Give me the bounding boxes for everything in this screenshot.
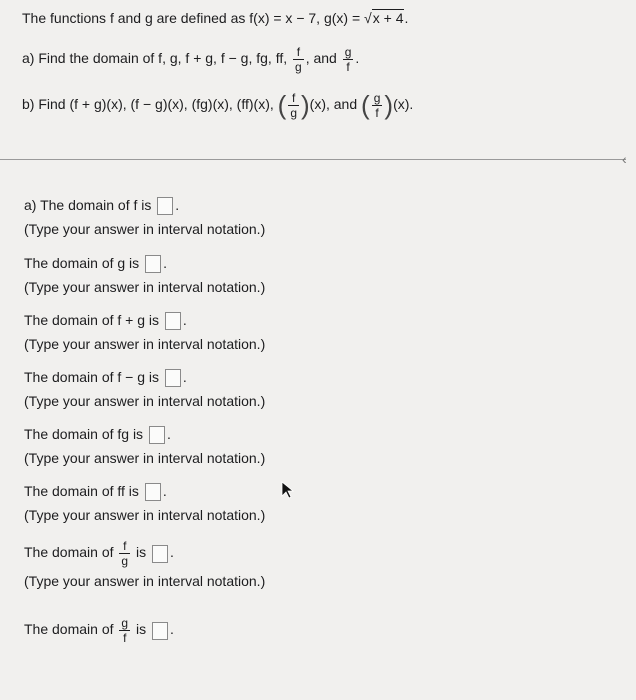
fraction-f-over-g bbox=[119, 540, 130, 567]
fraction-numerator: g bbox=[121, 616, 129, 630]
fraction-denominator: g bbox=[290, 106, 297, 120]
right-paren: ) bbox=[384, 90, 394, 120]
sqrt-expression: √x + 4 bbox=[364, 10, 404, 26]
answer-input-ff[interactable] bbox=[145, 483, 161, 501]
fraction-denominator: f bbox=[123, 631, 127, 645]
answer-input-f-minus-g[interactable] bbox=[165, 369, 181, 387]
answer-domain-f bbox=[24, 197, 265, 237]
fraction-numerator: g bbox=[373, 91, 381, 105]
part-b-text: b) Find (f + g)(x), (f − g)(x), (fg)(x), (ff)(x), bbox=[22, 96, 278, 113]
answer-domain-f-plus-g bbox=[24, 312, 265, 352]
answer-domain-f-minus-g bbox=[24, 369, 265, 409]
period: . bbox=[182, 312, 187, 328]
fraction-g-over-f bbox=[119, 617, 130, 644]
fraction-g-over-f bbox=[343, 46, 354, 73]
hint-text: (Type your answer in interval notation.) bbox=[24, 573, 266, 589]
answer-label-suffix: is bbox=[135, 544, 147, 561]
period: . bbox=[162, 483, 167, 499]
part-b-mid: (x), and bbox=[309, 96, 362, 113]
answer-domain-fg bbox=[24, 426, 265, 466]
fraction-f-over-g bbox=[293, 46, 304, 73]
answer-domain-ff bbox=[24, 483, 265, 523]
answer-input-f-over-g[interactable] bbox=[152, 545, 168, 563]
part-a-mid: , and bbox=[305, 50, 341, 67]
answer-label: a) The domain of f is bbox=[24, 197, 152, 213]
answer-label: The domain of fg is bbox=[24, 426, 144, 442]
collapse-chevron-icon[interactable]: ‹ bbox=[622, 151, 627, 167]
answer-domain-g-over-f bbox=[24, 617, 174, 644]
g-definition-prefix: g(x) = bbox=[323, 10, 365, 26]
section-divider bbox=[0, 159, 626, 160]
part-b-question bbox=[22, 90, 413, 121]
answer-label: The domain of ff is bbox=[24, 483, 139, 499]
sqrt-radicand: x + 4 bbox=[372, 10, 404, 26]
mouse-pointer-icon bbox=[280, 481, 294, 499]
answer-label: The domain of bbox=[24, 621, 114, 638]
hint-text: (Type your answer in interval notation.) bbox=[24, 507, 266, 524]
hint-text: (Type your answer in interval notation.) bbox=[24, 450, 266, 467]
part-a-suffix: . bbox=[355, 50, 360, 67]
answer-label: The domain of f + g is bbox=[24, 312, 160, 328]
answer-input-fg[interactable] bbox=[149, 426, 165, 444]
answer-input-f-plus-g[interactable] bbox=[165, 312, 181, 330]
part-b-suffix: (x). bbox=[393, 96, 414, 113]
period: . bbox=[163, 255, 167, 271]
period: . bbox=[175, 197, 180, 213]
answer-label: The domain of g is bbox=[24, 255, 140, 271]
period: . bbox=[169, 544, 174, 561]
part-a-question bbox=[22, 46, 359, 73]
answer-input-f[interactable] bbox=[157, 197, 173, 215]
part-a-text: a) Find the domain of f, g, f + g, f − g, fg, ff, bbox=[22, 50, 292, 67]
g-definition-suffix: . bbox=[404, 10, 409, 26]
fraction-numerator: g bbox=[344, 45, 352, 59]
right-paren: ) bbox=[301, 90, 310, 120]
answer-domain-f-over-g bbox=[24, 540, 265, 589]
period: . bbox=[182, 369, 187, 385]
fraction-denominator: f bbox=[346, 60, 350, 74]
hint-text: (Type your answer in interval notation.) bbox=[24, 393, 266, 410]
period: . bbox=[166, 426, 171, 442]
hint-text: (Type your answer in interval notation.) bbox=[24, 279, 266, 296]
fraction-denominator: g bbox=[121, 554, 129, 568]
fraction-denominator: f bbox=[375, 106, 379, 120]
answer-input-g-over-f[interactable] bbox=[152, 622, 168, 640]
period: . bbox=[169, 621, 174, 638]
left-paren: ( bbox=[361, 90, 370, 120]
fraction-f-over-g bbox=[288, 92, 299, 119]
fraction-numerator: f bbox=[123, 539, 127, 553]
hint-text: (Type your answer in interval notation.) bbox=[24, 221, 266, 238]
answer-label-suffix: is bbox=[135, 621, 147, 638]
f-definition: f(x) = x − 7, bbox=[249, 10, 324, 26]
fraction-numerator: f bbox=[296, 45, 301, 59]
problem-statement bbox=[22, 10, 408, 26]
fraction-g-over-f bbox=[372, 92, 383, 119]
intro-text: The functions f and g are defined as bbox=[22, 10, 250, 26]
left-paren: ( bbox=[277, 90, 287, 120]
answer-domain-g bbox=[24, 255, 265, 295]
hint-text: (Type your answer in interval notation.) bbox=[24, 336, 266, 353]
answer-input-g[interactable] bbox=[145, 255, 161, 273]
fraction-numerator: f bbox=[291, 91, 296, 105]
answer-label: The domain of f − g is bbox=[24, 369, 160, 385]
answer-label: The domain of bbox=[24, 544, 114, 561]
fraction-denominator: g bbox=[295, 60, 302, 74]
